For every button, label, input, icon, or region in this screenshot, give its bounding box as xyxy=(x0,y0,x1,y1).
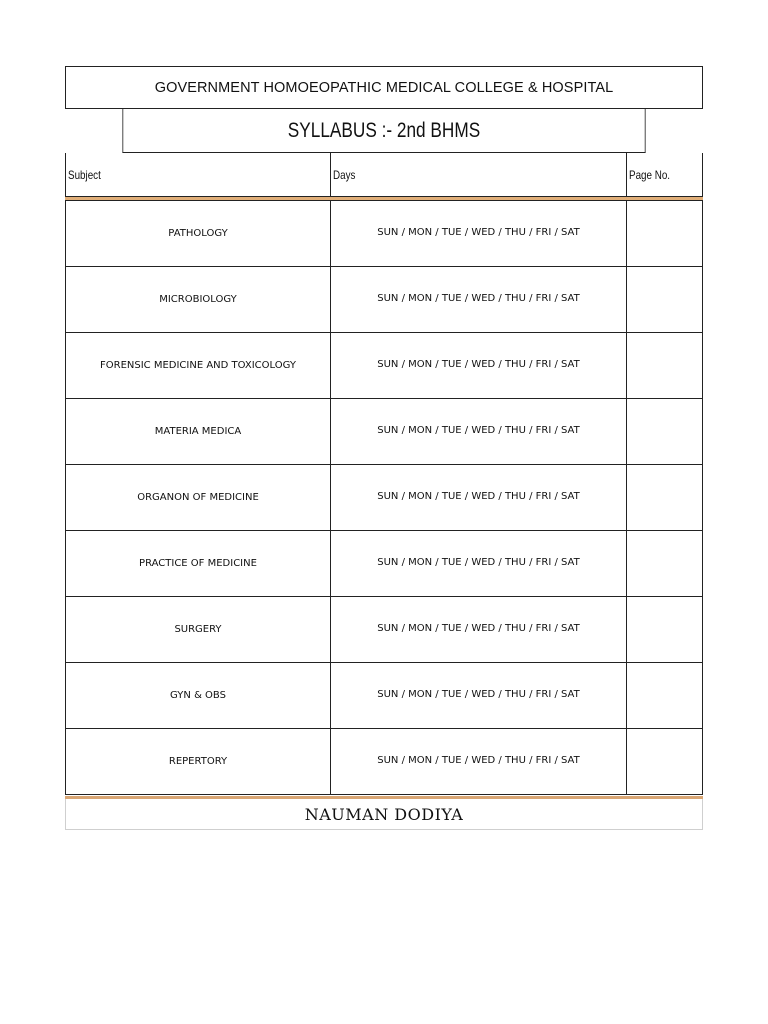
subject-cell: PRACTICE OF MEDICINE xyxy=(66,531,331,596)
days-cell: SUN / MON / TUE / WED / THU / FRI / SAT xyxy=(331,333,627,398)
header-days: Days xyxy=(331,153,627,196)
table-row xyxy=(66,200,702,266)
days-cell: SUN / MON / TUE / WED / THU / FRI / SAT xyxy=(331,201,627,266)
days-cell: SUN / MON / TUE / WED / THU / FRI / SAT xyxy=(331,399,627,464)
header-page-no: Page No. xyxy=(629,167,671,182)
table-header-row xyxy=(65,153,703,197)
author-name: NAUMAN DODIYA xyxy=(65,799,703,830)
subject-cell: FORENSIC MEDICINE AND TOXICOLOGY xyxy=(66,333,331,398)
table-row xyxy=(66,662,702,728)
subject-cell: REPERTORY xyxy=(66,729,331,794)
page-no-cell xyxy=(627,267,702,332)
days-cell: SUN / MON / TUE / WED / THU / FRI / SAT xyxy=(331,597,627,662)
days-cell: SUN / MON / TUE / WED / THU / FRI / SAT xyxy=(331,267,627,332)
page-no-cell xyxy=(627,399,702,464)
page-no-cell xyxy=(627,729,702,794)
college-name: GOVERNMENT HOMOEOPATHIC MEDICAL COLLEGE & HOSPITAL xyxy=(65,66,703,109)
days-cell: SUN / MON / TUE / WED / THU / FRI / SAT xyxy=(331,663,627,728)
table-row xyxy=(66,464,702,530)
subject-cell: ORGANON OF MEDICINE xyxy=(66,465,331,530)
page-no-cell xyxy=(627,597,702,662)
header-subject: Subject xyxy=(66,153,331,196)
subject-cell: SURGERY xyxy=(66,597,331,662)
subject-cell: MICROBIOLOGY xyxy=(66,267,331,332)
syllabus-table-body xyxy=(65,200,703,795)
table-row xyxy=(66,332,702,398)
table-row xyxy=(66,530,702,596)
page-no-cell xyxy=(627,531,702,596)
page-no-cell xyxy=(627,663,702,728)
days-cell: SUN / MON / TUE / WED / THU / FRI / SAT xyxy=(331,465,627,530)
table-row xyxy=(66,266,702,332)
days-cell: SUN / MON / TUE / WED / THU / FRI / SAT xyxy=(331,531,627,596)
subject-cell: PATHOLOGY xyxy=(66,201,331,266)
syllabus-title: SYLLABUS :- 2nd BHMS xyxy=(122,109,645,153)
table-row xyxy=(66,398,702,464)
syllabus-sheet xyxy=(65,66,703,830)
table-row xyxy=(66,596,702,662)
subject-cell: MATERIA MEDICA xyxy=(66,399,331,464)
table-row xyxy=(66,728,702,794)
page-no-cell xyxy=(627,201,702,266)
page-no-cell xyxy=(627,333,702,398)
days-cell: SUN / MON / TUE / WED / THU / FRI / SAT xyxy=(331,729,627,794)
subject-cell: GYN & OBS xyxy=(66,663,331,728)
page-no-cell xyxy=(627,465,702,530)
